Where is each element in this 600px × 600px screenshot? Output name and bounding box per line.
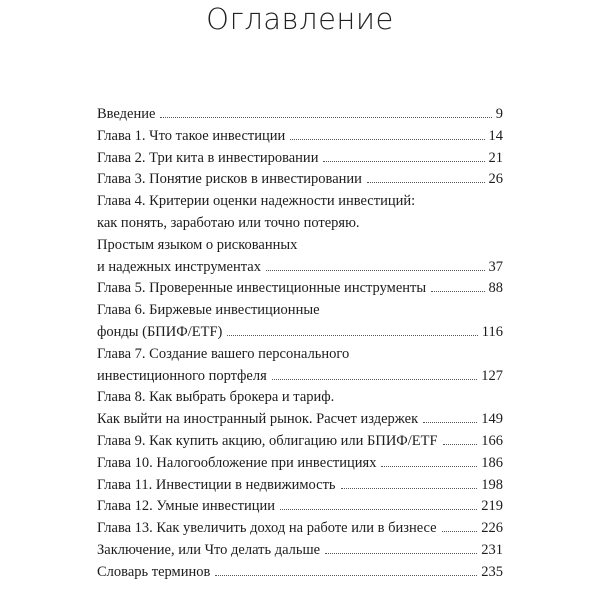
toc-entry-line [97, 344, 503, 366]
toc-entry-text: и надежных инструментах [97, 258, 261, 275]
toc-entry[interactable] [97, 475, 503, 497]
toc-entry-text: Глава 6. Биржевые инвестиционные [97, 302, 320, 319]
toc-entry[interactable] [97, 278, 503, 300]
toc-entry-text: Глава 3. Понятие рисков в инвестировании [97, 171, 362, 188]
toc-entry-line [97, 235, 503, 257]
toc-entry-final-line [97, 409, 503, 431]
toc-entry[interactable] [97, 148, 503, 170]
toc-entry-text: Глава 8. Как выбрать брокера и тариф. [97, 389, 335, 406]
toc-page-number: 166 [481, 432, 503, 449]
toc-entry-text: Глава 2. Три кита в инвестировании [97, 149, 319, 166]
dot-leader [215, 574, 477, 576]
dot-leader [341, 487, 478, 489]
toc-entry[interactable] [97, 562, 503, 584]
dot-leader [160, 116, 491, 118]
toc-page-number: 21 [488, 149, 503, 166]
toc-entry[interactable] [97, 431, 503, 453]
toc-entry-line [97, 300, 503, 322]
toc-entry-final-line [97, 148, 503, 170]
toc-entry[interactable] [97, 191, 503, 278]
toc-entry[interactable] [97, 344, 503, 388]
toc-entry-text: Глава 7. Создание вашего персонального [97, 345, 350, 362]
toc-entry[interactable] [97, 169, 503, 191]
toc-entry-text: фонды (БПИФ/ETF) [97, 323, 223, 340]
toc-entry-text: инвестиционного портфеля [97, 367, 267, 384]
dot-leader [290, 138, 484, 140]
toc-entry-text: Глава 12. Умные инвестиции [97, 498, 276, 515]
page-title: Оглавление [206, 2, 394, 36]
toc-entry-final-line [97, 496, 503, 518]
toc-entry-text: Введение [97, 106, 156, 122]
toc-entry-text: Глава 1. Что такое инвестиции [97, 127, 286, 144]
toc-entry-text: Как выйти на иностранный рынок. Расчет издержек [97, 411, 419, 428]
toc-page-number: 186 [481, 454, 503, 471]
toc-entry-text: Глава 9. Как купить акцию, облигацию или БПИФ/ETF [97, 432, 438, 449]
toc-entry-text: Простым языком о рискованных [97, 236, 298, 253]
table-of-contents [97, 104, 503, 584]
toc-page-number: 26 [488, 171, 503, 188]
toc-page-number: 219 [481, 498, 503, 515]
dot-leader [266, 269, 485, 271]
toc-page-number: 149 [481, 411, 503, 428]
toc-page-number: 14 [488, 127, 503, 144]
dot-leader [423, 421, 477, 423]
dot-leader [381, 465, 477, 467]
toc-entry-text: Глава 13. Как увеличить доход на работе или в бизнесе [97, 520, 437, 537]
toc-entry-final-line [97, 257, 503, 279]
dot-leader [323, 160, 484, 162]
toc-entry[interactable] [97, 540, 503, 562]
toc-page-number: 88 [488, 280, 503, 297]
toc-entry[interactable] [97, 104, 503, 126]
toc-entry[interactable] [97, 126, 503, 148]
toc-entry[interactable] [97, 496, 503, 518]
toc-entry-final-line [97, 540, 503, 562]
toc-entry-text: Глава 5. Проверенные инвестиционные инструменты [97, 280, 427, 297]
toc-page-number: 127 [481, 367, 503, 384]
dot-leader [227, 334, 477, 336]
toc-entry[interactable] [97, 387, 503, 431]
toc-entry-final-line [97, 431, 503, 453]
dot-leader [431, 290, 484, 292]
toc-entry-line [97, 213, 503, 235]
toc-entry-final-line [97, 518, 503, 540]
toc-page-number: 116 [481, 323, 503, 340]
toc-entry-final-line [97, 104, 503, 126]
toc-entry[interactable] [97, 300, 503, 344]
dot-leader [442, 530, 478, 532]
toc-entry-final-line [97, 453, 503, 475]
toc-entry-text: Глава 10. Налогообложение при инвестициях [97, 454, 377, 471]
toc-page-number: 226 [481, 520, 503, 537]
toc-page-number: 9 [495, 106, 503, 122]
toc-entry-line [97, 387, 503, 409]
toc-entry-line [97, 191, 503, 213]
dot-leader [367, 181, 485, 183]
toc-page-number: 37 [488, 258, 503, 275]
toc-entry-final-line [97, 169, 503, 191]
toc-entry-text: Глава 4. Критерии оценки надежности инвестиций: [97, 193, 416, 210]
toc-page-number: 235 [481, 563, 503, 580]
toc-entry-final-line [97, 475, 503, 497]
toc-entry-final-line [97, 126, 503, 148]
toc-entry-final-line [97, 366, 503, 388]
dot-leader [280, 508, 477, 510]
toc-entry-final-line [97, 562, 503, 584]
toc-entry-text: Заключение, или Что делать дальше [97, 541, 321, 558]
toc-page-number: 231 [481, 541, 503, 558]
toc-entry[interactable] [97, 518, 503, 540]
toc-entry-final-line [97, 322, 503, 344]
dot-leader [272, 378, 477, 380]
toc-entry-text: Словарь терминов [97, 563, 211, 580]
dot-leader [443, 443, 478, 445]
toc-entry-text: как понять, заработаю или точно потеряю. [97, 214, 360, 231]
toc-page-number: 198 [481, 476, 503, 493]
toc-entry-text: Глава 11. Инвестиции в недвижимость [97, 476, 336, 493]
toc-entry[interactable] [97, 453, 503, 475]
toc-entry-final-line [97, 278, 503, 300]
dot-leader [325, 552, 477, 554]
